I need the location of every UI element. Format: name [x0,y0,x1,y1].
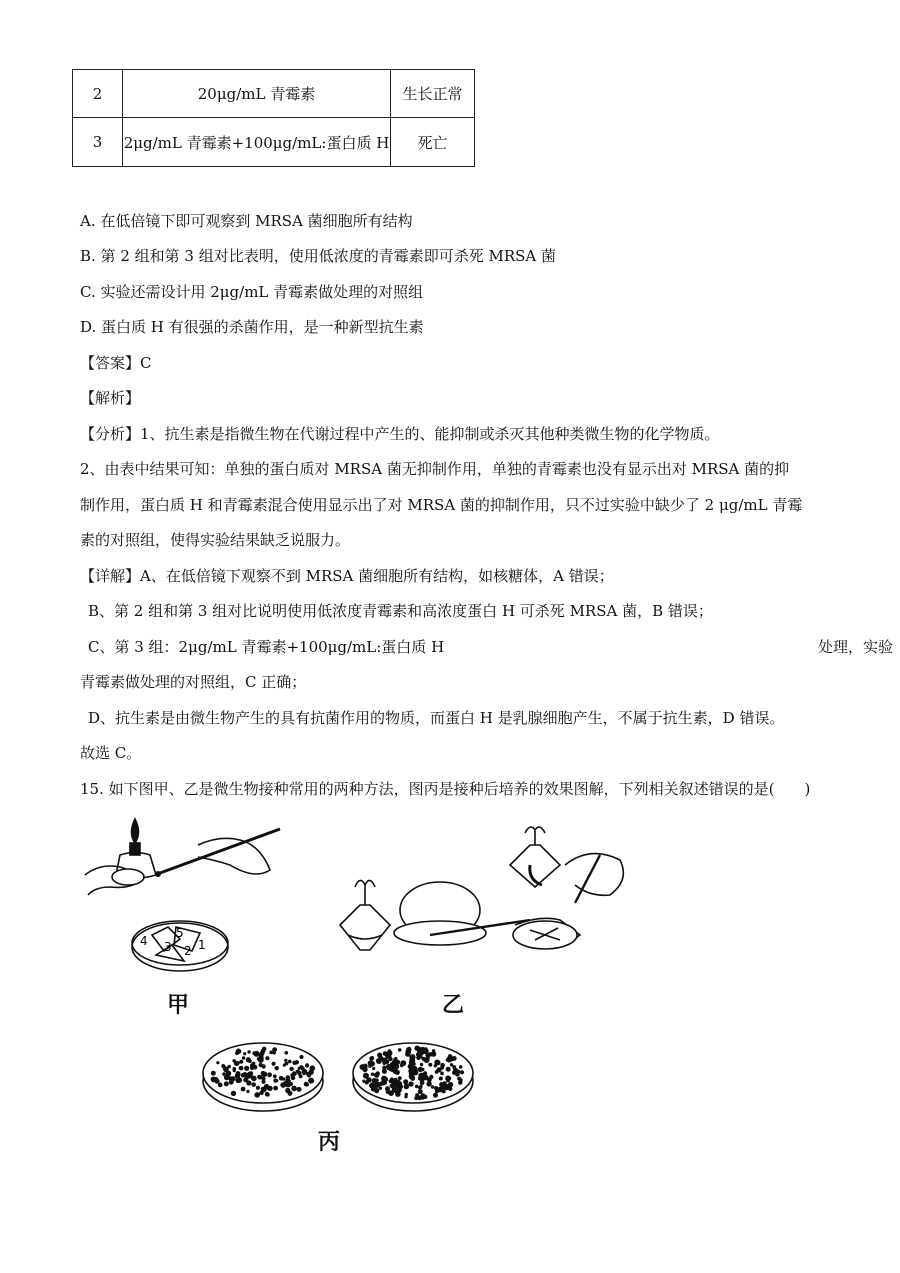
analysis-paragraph-1: 【分析】1、抗生素是指微生物在代谢过程中产生的、能抑制或杀灭其他种类微生物的化学物质。 [80,425,720,443]
colony-dot [229,1079,234,1084]
colony-dot [418,1076,422,1080]
colony-dot [256,1086,260,1090]
analysis-heading: 【解析】 [80,389,141,407]
colony-dot [261,1087,266,1092]
colony-dot [362,1067,367,1072]
colony-dot [295,1060,299,1064]
treatment-cell: 20μg/mL 青霉素 [123,70,391,118]
colony-dot [427,1078,431,1082]
colony-dot [231,1091,236,1096]
colony-dot [285,1051,289,1055]
colony-dot [297,1071,301,1075]
figure-label-yi: 乙 [442,993,465,1018]
colony-dot [404,1095,407,1098]
colony-dot [259,1052,264,1057]
plate-number: 5 [176,926,184,940]
colony-dot [267,1072,272,1077]
colony-dot [366,1077,371,1082]
colony-dot [267,1087,270,1090]
colony-dot [381,1080,385,1084]
colony-dot [275,1066,279,1070]
colony-dot [235,1078,240,1083]
colony-dot [259,1091,263,1095]
colony-dot [254,1051,260,1057]
colony-dot [246,1090,249,1093]
option-c: C. 实验还需设计用 2μg/mL 青霉素做处理的对照组 [80,283,424,301]
colony-dot [261,1071,265,1075]
detail-b: B、第 2 组和第 3 组对比说明使用低浓度青霉素和高浓度蛋白 H 可杀死 MRSA 菌，B 错误； [88,602,713,620]
colony-dot [400,1064,404,1068]
colony-dot [262,1047,266,1051]
analysis-paragraph-2-line-1: 2、由表中结果可知：单独的蛋白质对 MRSA 菌无抑制作用，单独的青霉素也没有显示出对 MRSA 菌的抑 [80,460,790,478]
colony-dot [285,1062,289,1066]
colony-dot [244,1066,249,1071]
table-row [73,70,475,118]
colony-dot [435,1089,439,1093]
colony-dot [409,1071,415,1077]
colony-dot [254,1092,260,1098]
colony-dot [288,1091,293,1096]
colony-dot [226,1071,231,1076]
colony-dot [431,1085,434,1088]
colony-dot [236,1061,239,1064]
colony-dot [452,1070,457,1075]
detail-c-line-2: 青霉素做处理的对照组，C 正确； [80,673,307,691]
colony-dot [369,1056,374,1061]
colony-dot [266,1093,270,1097]
colony-dot [241,1087,246,1092]
group-cell: 3 [73,118,123,167]
colony-dot [423,1071,427,1075]
colony-dot [403,1079,408,1084]
colony-dot [286,1075,291,1080]
colony-dot [265,1056,269,1060]
colony-dot [431,1051,436,1056]
figure-label-bing: 丙 [318,1130,341,1155]
colony-dot [273,1079,277,1083]
colony-dot [292,1071,297,1076]
colony-dot [308,1078,314,1084]
detail-d: D、抗生素是由微生物产生的具有抗菌作用的物质，而蛋白 H 是乳腺细胞产生，不属于抗生素，D 错误。 [88,709,785,727]
streak-plate-illustration [80,815,300,985]
colony-dot [440,1086,445,1091]
colony-dot [273,1086,278,1091]
treatment-cell: 2μg/mL 青霉素+100μg/mL:蛋白质 H [123,118,391,167]
colony-dot [408,1047,411,1050]
colony-dot [460,1070,464,1074]
colony-dot [446,1067,451,1072]
colony-dot [307,1073,311,1077]
colony-dot [440,1066,444,1070]
colony-dot [269,1051,273,1055]
colony-dot [445,1077,448,1080]
colony-dot [250,1066,254,1070]
colony-dot [410,1054,415,1059]
colony-dot [272,1062,276,1066]
colony-dot [386,1064,391,1069]
option-b: B. 第 2 组和第 3 组对比表明，使用低浓度的青霉素即可杀死 MRSA 菌 [80,247,557,265]
colony-dot [424,1047,428,1051]
colony-dot [372,1067,375,1070]
analysis-paragraph-2-line-2: 制作用，蛋白质 H 和青霉素混合使用显示出了对 MRSA 菌的抑制作用，只不过实验中缺少了 2 μg/mL 青霉 [80,496,803,514]
colony-dot [371,1073,374,1076]
colony-dot [288,1060,292,1064]
colony-dot [242,1056,245,1059]
colony-dot [246,1057,251,1062]
colony-dot [374,1088,379,1093]
colony-dot [459,1065,463,1069]
table-row [73,118,475,167]
colony-dot [424,1057,430,1063]
colony-dot [423,1077,426,1080]
answer: 【答案】C [80,354,152,372]
colony-dot [239,1060,243,1064]
colony-dot [235,1073,240,1078]
colony-dot [288,1079,291,1082]
colony-dot [408,1081,413,1086]
colony-dot [211,1071,216,1076]
plate-number: 4 [140,934,148,948]
colony-dot [419,1054,423,1058]
colony-dot [394,1057,397,1060]
colony-dot [282,1077,286,1081]
colony-dot [273,1074,277,1078]
colony-dot [390,1084,394,1088]
colony-dot [214,1077,217,1080]
colony-dot [398,1076,402,1080]
colony-dot [375,1082,381,1088]
colony-dot [459,1078,463,1082]
colony-dot [291,1076,296,1081]
spread-plate-illustration [330,825,640,975]
experiment-table [72,69,475,167]
colony-dot [404,1084,410,1090]
colony-dot [439,1077,443,1081]
colony-dot [376,1071,380,1075]
colony-dot [452,1056,457,1061]
colony-dot [420,1080,425,1085]
colony-dot [257,1057,260,1060]
colony-dot [305,1083,309,1087]
colony-dot [218,1083,223,1088]
colony-dot [408,1064,413,1069]
colony-dot [436,1061,440,1065]
colony-dot [261,1064,265,1068]
colony-dot [395,1070,400,1075]
colony-dot [302,1072,305,1075]
colony-dot [382,1069,387,1074]
colony-dot [386,1089,391,1094]
colony-dot [243,1052,246,1055]
colony-dot [390,1077,394,1081]
colony-dot [398,1048,402,1052]
colony-dot [257,1075,260,1078]
colony-dot [233,1069,236,1072]
colony-dot [297,1087,302,1092]
figure-label-jia: 甲 [167,993,190,1018]
colony-dot [418,1067,423,1072]
option-d: D. 蛋白质 H 有很强的杀菌作用，是一种新型抗生素 [80,318,424,336]
detail-c-right: 处理，实验 [818,638,894,656]
colony-dot [284,1059,287,1062]
colony-dot [261,1080,265,1084]
colony-dot [428,1063,432,1067]
colony-dot [440,1072,444,1076]
plate-number: 3 [164,940,172,954]
colony-dot [421,1093,426,1098]
colony-dot [383,1051,388,1056]
colony-dot [433,1093,438,1098]
colony-dot [247,1050,250,1053]
colony-dot [415,1085,418,1088]
colony-dot [392,1087,398,1093]
colony-dot [216,1061,219,1064]
plate-number: 2 [184,944,192,958]
colony-dot [224,1081,229,1086]
detail-a: 【详解】A、在低倍镜下观察不到 MRSA 菌细胞所有结构，如核糖体，A 错误； [80,567,614,585]
colony-dot [232,1059,235,1062]
colony-dot [305,1063,309,1067]
result-cell: 死亡 [391,118,475,167]
colony-dot [379,1056,384,1061]
group-cell: 2 [73,70,123,118]
colony-dot [368,1060,374,1066]
result-cell: 生长正常 [391,70,475,118]
conclusion: 故选 C。 [80,744,142,762]
colony-dot [246,1080,251,1085]
colony-dot [395,1060,400,1065]
colony-dot [417,1048,423,1054]
colony-dot [251,1082,256,1087]
colony-dot [447,1056,452,1061]
colony-dot [291,1086,297,1092]
analysis-paragraph-2-line-3: 素的对照组，使得实验结果缺乏说服力。 [80,531,351,549]
colony-dot [247,1073,253,1079]
option-a: A. 在低倍镜下即可观察到 MRSA 菌细胞所有结构 [80,212,413,230]
detail-c-left: C、第 3 组：2μg/mL 青霉素+100μg/mL:蛋白质 H [88,638,445,656]
colony-dot [369,1083,375,1089]
plate-number: 1 [198,938,206,952]
colony-dot [299,1055,303,1059]
colony-dot [420,1063,423,1066]
colony-dot [299,1065,303,1069]
question-15: 15. 如下图甲、乙是微生物接种常用的两种方法，图丙是接种后培养的效果图解，下列相关叙述错误的是( ) [80,780,811,798]
colony-dot [284,1081,287,1084]
colony-dot [252,1062,256,1066]
colony-dot [418,1086,422,1090]
colony-dot [397,1081,402,1086]
alcohol-flask-icon [340,905,390,950]
colony-dot [241,1073,246,1078]
colony-dot [450,1063,453,1066]
colony-dot [236,1049,242,1055]
colony-dot [239,1066,244,1071]
colony-dot [456,1070,460,1074]
colony-dot [289,1067,293,1071]
colony-dot [418,1089,423,1094]
colony-dot [448,1087,452,1091]
culture-result-illustration [195,1025,495,1125]
